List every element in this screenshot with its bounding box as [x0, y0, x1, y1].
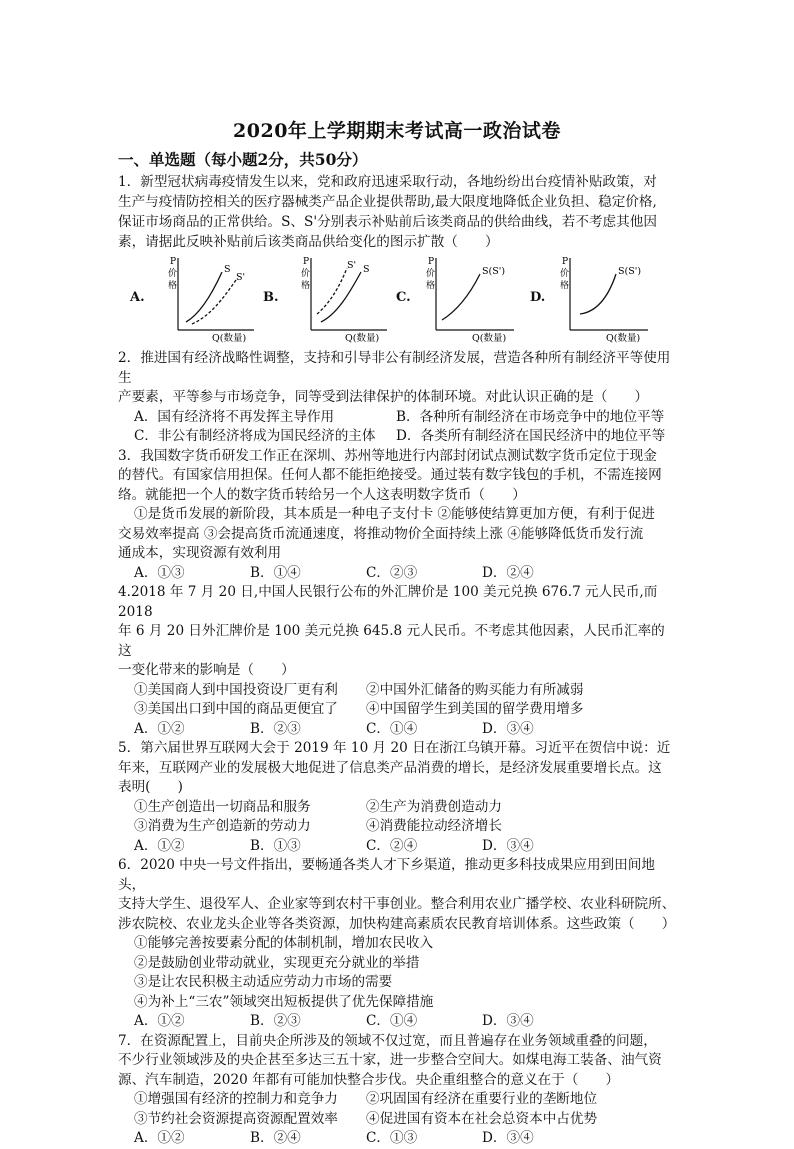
option-row — [118, 837, 676, 857]
statement: ②巩固国有经济在重要行业的垄断地位 — [366, 1091, 598, 1107]
question-line: 年 6 月 20 日外汇牌价是 100 美元兑换 645.8 元人民币。不考虑其他因素，人民币汇率的这 — [118, 623, 665, 659]
statement: ②中国外汇储备的购买能力有所减弱 — [366, 681, 584, 698]
statement-row — [118, 817, 676, 837]
question-line: 一变化带来的影响是（ ） — [118, 662, 295, 678]
option-letter: A. — [130, 290, 145, 305]
option-c: C．②④ — [366, 837, 418, 854]
graph-b — [263, 252, 393, 344]
option-a: A．①② — [134, 1013, 185, 1029]
option-row — [118, 564, 676, 584]
statement-row — [118, 700, 676, 720]
option-c: C．非公有制经济将成为国民经济的主体 — [134, 428, 376, 444]
question-3 — [118, 447, 676, 584]
option-a: A．①③ — [134, 564, 185, 581]
question-line: 4.2018 年 7 月 20 日,中国人民银行公布的外汇牌价是 100 美元兑换 676.7 元人民币,而 2018 — [118, 584, 658, 620]
statement: ③消费为生产创造新的劳动力 — [134, 818, 311, 834]
option-c: C．①④ — [366, 1013, 418, 1029]
option-a: A．①② — [134, 720, 185, 737]
statement: ④消费能拉动经济增长 — [366, 818, 502, 834]
curve-s — [580, 274, 616, 314]
question-line: 表明( ) — [118, 779, 183, 795]
curve-s-prime — [317, 268, 347, 314]
curve-label: S(S') — [618, 266, 642, 277]
statement-line: ②是鼓励创业带动就业，实现更充分就业的举措 — [134, 954, 420, 971]
statement-line: 通成本，实现资源有效利用 — [118, 545, 282, 561]
question-6 — [118, 856, 676, 1032]
axis-char: 格 — [301, 281, 311, 291]
statement-line: ①是货币发展的新阶段，其本质是一种电子支付卡 ②能够使结算更加方便，有利于促进 — [134, 506, 655, 522]
axis-letter-p: P — [428, 257, 435, 267]
curve-label: S(S') — [482, 266, 506, 277]
curve-s — [442, 274, 480, 320]
section-heading: 一、单选题（每小题2分，共50分） — [118, 150, 368, 169]
statement: ②生产为消费创造动力 — [366, 798, 502, 815]
option-b: B．②④ — [250, 1130, 301, 1146]
axis-char: 价 — [168, 269, 178, 279]
question-line: 不少行业领域涉及的央企甚至多达三五十家，进一步整合空间大。如煤电海工装备、油气资 — [118, 1052, 662, 1068]
x-axis-label: Q(数量) — [606, 333, 641, 344]
option-row — [118, 1012, 676, 1032]
question-line: 涉农院校、农业龙头企业等各类资源，加快构建高素质农民教育培训体系。这些政策（ ） — [118, 915, 676, 932]
question-line: 2．推进国有经济战略性调整，支持和引导非公有制经济发展，营造各种所有制经济平等使用生 — [118, 350, 671, 386]
supply-chart-d — [530, 252, 660, 344]
curve-s — [321, 272, 361, 322]
curve-label: S' — [347, 260, 357, 271]
supply-chart-b — [263, 252, 393, 344]
axis-char: 格 — [168, 281, 178, 291]
axis-letter-p: P — [303, 257, 310, 267]
question-line: 支持大学生、退役军人、企业家等到农村干事创业。整合利用农业广播学校、农业科研院所、 — [118, 896, 676, 912]
statement-row — [118, 1110, 676, 1130]
statement: ①生产创造出一切商品和服务 — [134, 798, 311, 815]
statement-row — [118, 1090, 676, 1110]
option-b: B．①③ — [250, 837, 301, 854]
statement-line: ①能够完善按要素分配的体制机制，增加农民收入 — [134, 935, 434, 951]
option-d: D．③④ — [482, 1013, 534, 1029]
question-5 — [118, 739, 676, 856]
question-line: 1．新型冠状病毒疫情发生以来，党和政府迅速采取行动，各地纷纷出台疫情补贴政策，对 — [118, 174, 657, 190]
axis-char: 价 — [426, 269, 436, 279]
option-a: A．①② — [134, 1130, 185, 1146]
graph-d — [530, 252, 660, 344]
question-line: 5．第六届世界互联网大会于 2019 年 10 月 20 日在浙江乌镇开幕。习近平在贺信中说：近 — [118, 740, 671, 756]
question-line: 的替代。有国家信用担保。任何人都不能拒绝接受。通过装有数字钱包的手机，不需连接网 — [118, 467, 662, 483]
statement: ③美国出口到中国的商品更便宜了 — [134, 701, 338, 717]
option-a: A．①② — [134, 837, 185, 854]
graph-a — [130, 252, 260, 344]
question-line: 年来，互联网产业的发展极大地促进了信息类产品消费的增长，是经济发展重要增长点。这 — [118, 759, 662, 776]
option-c: C．①③ — [366, 1130, 418, 1146]
option-b: B．②③ — [250, 1013, 301, 1029]
option-letter: B. — [263, 290, 279, 305]
curve-s-prime — [192, 280, 236, 324]
question-line: 源、汽车制造，2020 年都有可能加快整合步伐。央企重组整合的意义在于（ ） — [118, 1071, 620, 1088]
curve-label: S' — [236, 272, 246, 283]
option-d: D．②④ — [482, 564, 534, 581]
question-line: 生产与疫情防控相关的医疗器械类产品企业提供帮助,最大限度地降低企业负担、稳定价格, — [118, 194, 657, 210]
option-letter: C. — [396, 290, 411, 305]
supply-chart-a — [130, 252, 260, 344]
statement: ③节约社会资源提高资源配置效率 — [134, 1110, 338, 1127]
graph-c — [396, 252, 526, 344]
axis-char: 格 — [560, 281, 570, 291]
option-row — [118, 408, 676, 428]
exam-title: 2020年上学期期末考试高一政治试卷 — [233, 120, 561, 142]
statement-line: 交易效率提高 ③会提高货币流通速度，将推动物价全面持续上涨 ④能够降低货币发行流 — [118, 525, 644, 542]
question-line: 3．我国数字货币研发工作正在深圳、苏州等地进行内部封闭试点测试数字货币定位于现金 — [118, 447, 657, 464]
axis-char: 价 — [560, 269, 570, 279]
curve-label: S — [363, 264, 370, 275]
option-c: C．②③ — [366, 564, 418, 581]
supply-chart-c — [396, 252, 526, 344]
question-line: 保证市场商品的正常供给。S、S'分别表示补贴前后该类商品的供给曲线，若不考虑其他因 — [118, 214, 657, 230]
question-line: 7．在资源配置上，目前央企所涉及的领域不仅过宽，而且普遍存在业务领域重叠的问题， — [118, 1032, 657, 1049]
question-line: 6．2020 中央一号文件指出，要畅通各类人才下乡渠道，推动更多科技成果应用到田间地头， — [118, 857, 655, 893]
option-d: D．③④ — [482, 1130, 534, 1146]
option-b: B．①④ — [250, 564, 301, 581]
x-axis-label: Q(数量) — [212, 333, 247, 344]
option-row — [118, 1129, 676, 1149]
questions-2-7 — [118, 349, 676, 1149]
statement-line: ④为补上“三农”领域突出短板提供了优先保障措施 — [134, 993, 434, 1010]
option-row — [118, 720, 676, 740]
option-d: D．各类所有制经济在国民经济中的地位平等 — [396, 428, 666, 444]
statement-row — [118, 681, 676, 701]
question-line: 产要素，平等参与市场竞争，同等受到法律保护的体制环境。对此认识正确的是（ ） — [118, 389, 649, 405]
question-4 — [118, 583, 676, 739]
option-b: B．②③ — [250, 720, 301, 737]
statement: ①增强国有经济的控制力和竞争力 — [134, 1091, 338, 1107]
supply-graphs — [118, 252, 678, 344]
statement: ④中国留学生到美国的留学费用增多 — [366, 701, 584, 717]
question-2 — [118, 349, 676, 447]
option-c: C．①④ — [366, 720, 418, 737]
curve-label: S — [224, 264, 231, 275]
x-axis-label: Q(数量) — [345, 333, 380, 344]
curve-s — [186, 272, 222, 322]
statement-line: ③是让农民积极主动适应劳动力市场的需要 — [134, 974, 393, 990]
option-b: B．各种所有制经济在市场竞争中的地位平等 — [396, 408, 665, 425]
statement: ④促进国有资本在社会总资本中占优势 — [366, 1110, 598, 1127]
question-7 — [118, 1032, 676, 1149]
axis-char: 价 — [301, 269, 311, 279]
x-axis-label: Q(数量) — [472, 333, 507, 344]
axis-letter-p: P — [562, 257, 569, 267]
question-line: 素，请据此反映补贴前后该类商品供给变化的图示扩散（ ） — [118, 234, 499, 250]
axis-char: 格 — [426, 281, 436, 291]
statement: ①美国商人到中国投资设厂更有利 — [134, 681, 338, 698]
option-d: D．③④ — [482, 837, 534, 854]
question-line: 络。就能把一个人的数字货币转给另一个人这表明数字货币（ ） — [118, 486, 526, 503]
statement-row — [118, 798, 676, 818]
question-1 — [118, 172, 676, 252]
option-letter: D. — [530, 290, 546, 305]
option-d: D．③④ — [482, 720, 534, 737]
option-row — [118, 427, 676, 447]
axis-letter-p: P — [170, 257, 177, 267]
option-a: A．国有经济将不再发挥主导作用 — [134, 408, 335, 425]
